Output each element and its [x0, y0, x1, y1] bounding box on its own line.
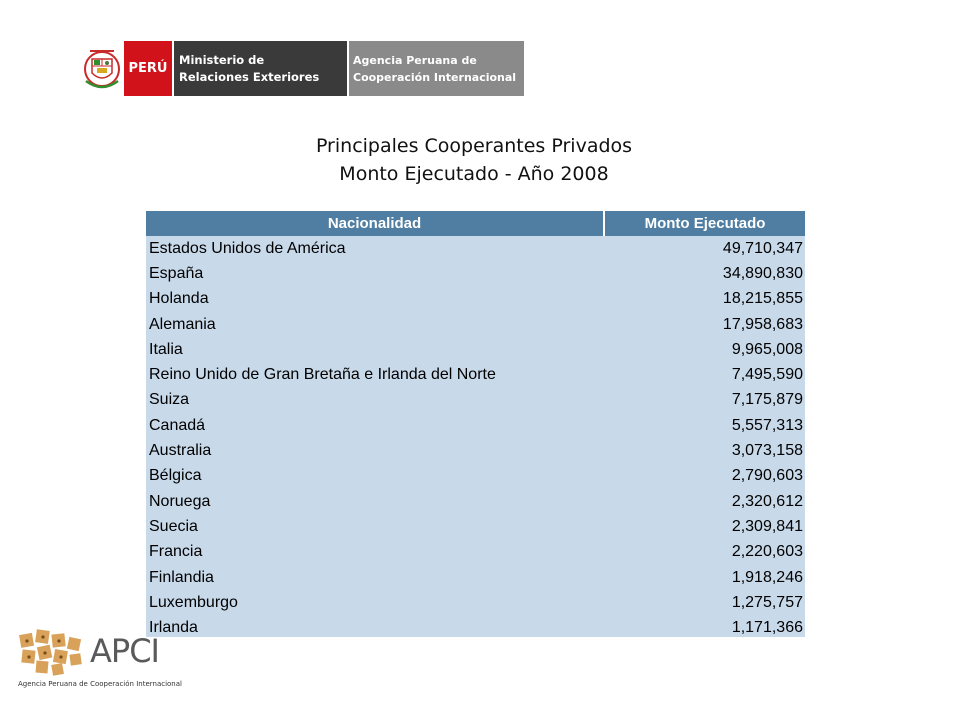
nationality-cell: Bélgica: [146, 464, 604, 489]
cooperants-table: [146, 211, 805, 637]
apci-subtitle: Agencia Peruana de Cooperación Internacional: [18, 680, 182, 688]
column-header-nationality: Nacionalidad: [146, 211, 604, 236]
amount-cell: 2,320,612: [604, 489, 805, 514]
nationality-cell: Francia: [146, 540, 604, 565]
nationality-cell: Estados Unidos de América: [146, 236, 604, 261]
amount-cell: 7,495,590: [604, 362, 805, 387]
amount-cell: 2,220,603: [604, 540, 805, 565]
table-row: [146, 413, 805, 438]
amount-cell: 7,175,879: [604, 388, 805, 413]
table-row: [146, 287, 805, 312]
nationality-cell: Finlandia: [146, 565, 604, 590]
table-row: [146, 438, 805, 463]
table-header-row: [146, 211, 805, 236]
table-row: [146, 388, 805, 413]
table-row: [146, 565, 805, 590]
apci-footer-logo: [16, 628, 182, 690]
ministry-line2: Relaciones Exteriores: [179, 69, 320, 84]
page-title: Principales Cooperantes Privados: [315, 135, 633, 157]
amount-cell: 2,790,603: [604, 464, 805, 489]
amount-cell: 5,557,313: [604, 413, 805, 438]
nationality-cell: Alemania: [146, 312, 604, 337]
header-logo: [80, 41, 524, 96]
table-row: [146, 489, 805, 514]
table-row: [146, 540, 805, 565]
amount-cell: 1,171,366: [604, 615, 805, 637]
amount-cell: 34,890,830: [604, 261, 805, 286]
table-row: [146, 362, 805, 387]
table-row: [146, 514, 805, 539]
coat-of-arms-icon: [80, 41, 124, 96]
nationality-cell: Suiza: [146, 388, 604, 413]
agency-line1: Agencia Peruana de: [353, 53, 477, 67]
amount-cell: 3,073,158: [604, 438, 805, 463]
nationality-cell: Reino Unido de Gran Bretaña e Irlanda del Norte: [146, 362, 604, 387]
nationality-cell: España: [146, 261, 604, 286]
nationality-cell: Australia: [146, 438, 604, 463]
table-row: [146, 590, 805, 615]
nationality-cell: Italia: [146, 337, 604, 362]
table-row: [146, 615, 805, 637]
ministry-label: [174, 41, 347, 96]
nationality-cell: Irlanda: [146, 615, 604, 637]
nationality-cell: Canadá: [146, 413, 604, 438]
table-row: [146, 337, 805, 362]
nationality-cell: Noruega: [146, 489, 604, 514]
page-subtitle: Monto Ejecutado - Año 2008: [339, 163, 609, 185]
amount-cell: 1,918,246: [604, 565, 805, 590]
table-row: [146, 236, 805, 261]
amount-cell: 18,215,855: [604, 287, 805, 312]
peru-label: PERÚ: [124, 41, 172, 96]
agency-line2: Cooperación Internacional: [353, 70, 517, 84]
apci-mark-icon: [16, 628, 86, 676]
agency-label: [349, 41, 524, 96]
nationality-cell: Suecia: [146, 514, 604, 539]
amount-cell: 9,965,008: [604, 337, 805, 362]
amount-cell: 2,309,841: [604, 514, 805, 539]
table-row: [146, 464, 805, 489]
table-row: [146, 261, 805, 286]
amount-cell: 49,710,347: [604, 236, 805, 261]
table-row: [146, 312, 805, 337]
column-header-amount: Monto Ejecutado: [604, 211, 805, 236]
amount-cell: 17,958,683: [604, 312, 805, 337]
nationality-cell: Luxemburgo: [146, 590, 604, 615]
apci-wordmark: APCI: [90, 632, 159, 670]
amount-cell: 1,275,757: [604, 590, 805, 615]
ministry-line1: Ministerio de: [179, 52, 265, 67]
nationality-cell: Holanda: [146, 287, 604, 312]
